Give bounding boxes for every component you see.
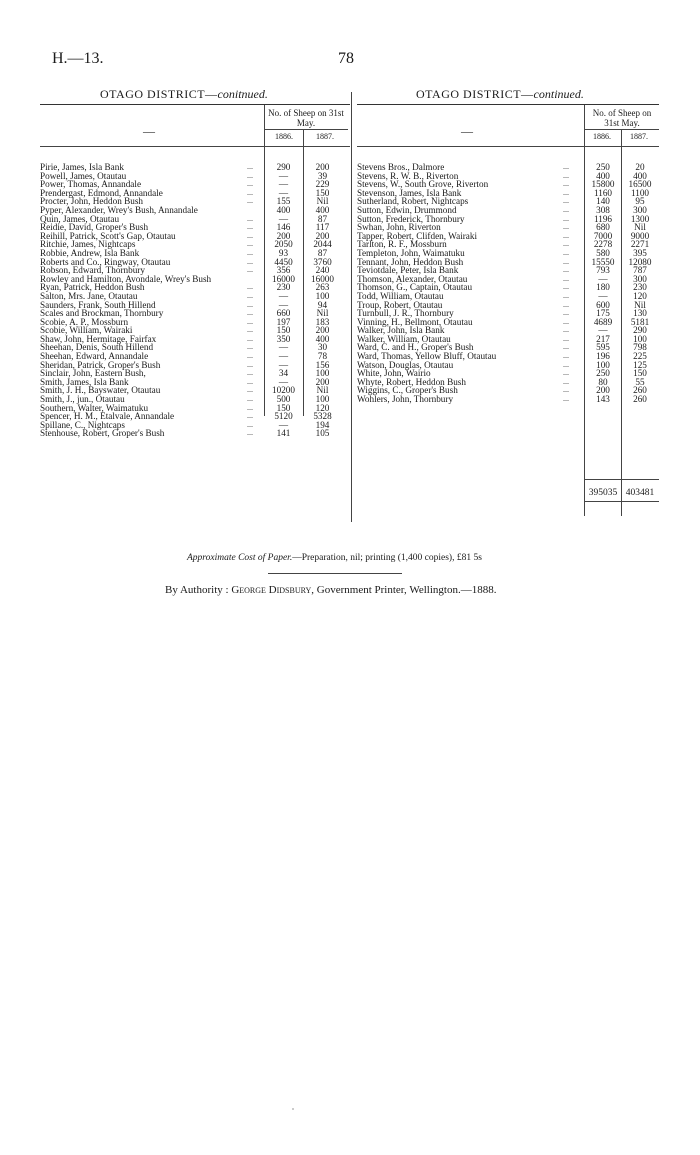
row-name: Salton, Mrs. Jane, Otautau <box>40 290 138 301</box>
row-leader-dots: ... <box>563 359 569 369</box>
authority-suffix: , Government Printer, Wellington.—1888. <box>311 584 497 596</box>
row-leader-dots: ... <box>247 351 253 361</box>
row-name: Turnbull, J. R., Thornbury <box>357 308 454 319</box>
row-leader-dots: ... <box>563 222 569 232</box>
row-value-1886: 5120 <box>274 411 293 422</box>
row-value-1887: 87 <box>317 247 328 258</box>
cost-of-paper-note <box>187 553 482 563</box>
row-leader-dots: ... <box>563 273 569 283</box>
row-value-1887: 200 <box>315 376 330 387</box>
row-value-1887: 16000 <box>311 273 334 284</box>
row-leader-dots: ... <box>247 265 253 275</box>
row-value-1886: — <box>278 419 289 430</box>
cost-label: Approximate Cost of Paper. <box>187 553 293 563</box>
row-value-1886: 10200 <box>272 385 295 396</box>
row-value-1886: — <box>598 273 608 284</box>
right-total-1887: 403481 <box>625 488 655 498</box>
row-value-1886: 200 <box>276 230 291 241</box>
row-value-1887: 395 <box>633 247 647 258</box>
row-name: Stevens, W., South Grove, Riverton <box>357 179 489 190</box>
row-value-1887: 87 <box>317 213 328 224</box>
row-leader-dots: ... <box>563 325 569 335</box>
row-value-1887: 1100 <box>630 187 650 198</box>
row-name: Procter, John, Heddon Bush <box>40 196 143 207</box>
left-subheader-rule <box>264 129 348 130</box>
row-value-1887: 125 <box>633 359 647 370</box>
row-value-1887: Nil <box>316 385 329 396</box>
row-leader-dots: ... <box>247 368 253 378</box>
row-name: Vinning, H., Bellmont, Otautau <box>357 316 473 327</box>
row-leader-dots: ... <box>563 256 569 266</box>
row-name: Todd, William, Otautau <box>357 290 444 301</box>
row-name: Ritchie, James, Nightcaps <box>40 239 136 250</box>
cost-text: —Preparation, nil; printing (1,400 copies), £81 5s <box>292 553 482 563</box>
row-value-1887: 2044 <box>313 239 332 250</box>
row-leader-dots: ... <box>563 385 569 395</box>
row-leader-dots: ... <box>563 230 569 240</box>
left-header-sheep: No. of Sheep on 31st May. <box>268 108 344 128</box>
row-value-1886: 250 <box>596 368 610 379</box>
row-value-1886: 93 <box>278 247 289 258</box>
row-value-1886: — <box>278 290 289 301</box>
row-name: Powell, James, Otautau <box>40 170 127 181</box>
row-value-1887: Nil <box>634 299 646 310</box>
row-value-1886: — <box>278 187 289 198</box>
row-value-1887: 200 <box>315 230 330 241</box>
row-leader-dots: ... <box>563 376 569 386</box>
row-value-1887: 9000 <box>630 230 650 241</box>
left-table-title <box>100 87 268 102</box>
row-value-1886: 250 <box>596 162 610 172</box>
row-value-1887: 263 <box>315 282 330 293</box>
footer-rule <box>268 573 402 574</box>
row-name: Sutton, Edwin, Drummond <box>357 204 457 215</box>
row-value-1887: 183 <box>315 316 330 327</box>
row-value-1886: — <box>278 179 289 190</box>
row-name: Smith, James, Isla Bank <box>40 376 129 387</box>
row-value-1886: 150 <box>276 402 291 413</box>
row-name: Sutherland, Robert, Nightcaps <box>357 196 469 207</box>
row-leader-dots: ... <box>563 265 569 275</box>
row-value-1886: — <box>278 299 289 310</box>
row-leader-dots: ... <box>247 325 253 335</box>
table-row <box>40 429 350 438</box>
row-value-1886: 175 <box>596 308 610 319</box>
row-value-1886: 155 <box>276 196 291 207</box>
row-value-1886: 600 <box>596 299 610 310</box>
row-value-1887: 229 <box>315 179 330 190</box>
row-name: Smith, J. H., Bayswater, Otautau <box>40 385 161 396</box>
row-value-1887: 39 <box>317 170 328 181</box>
row-name: Reihill, Patrick, Scott's Gap, Otautau <box>40 230 176 241</box>
row-leader-dots: ... <box>247 179 253 189</box>
row-leader-dots: ... <box>247 359 253 369</box>
row-value-1886: — <box>598 325 608 336</box>
row-value-1887: 156 <box>315 359 330 370</box>
row-leader-dots: ... <box>247 239 253 249</box>
row-name: Robson, Edward, Thornbury <box>40 265 145 276</box>
row-value-1887: Nil <box>316 308 329 319</box>
row-value-1887: 100 <box>315 290 330 301</box>
row-value-1887: 12080 <box>628 256 652 267</box>
row-value-1886: 7000 <box>593 230 613 241</box>
row-value-1887: 150 <box>315 187 330 198</box>
row-leader-dots: ... <box>563 170 569 180</box>
column-divider <box>351 92 352 522</box>
row-name: Sheridan, Patrick, Groper's Bush <box>40 359 161 370</box>
row-value-1887: 55 <box>635 376 645 387</box>
row-leader-dots: ... <box>563 196 569 206</box>
right-title-italic: continued. <box>533 87 584 101</box>
row-value-1886: 2278 <box>593 239 613 250</box>
row-value-1886: 141 <box>276 428 291 439</box>
row-value-1887: 260 <box>633 394 647 405</box>
row-value-1886: 1160 <box>593 187 613 198</box>
page-speck <box>292 1108 294 1110</box>
row-value-1886: — <box>278 359 289 370</box>
row-name: Stevens, R. W. B., Riverton <box>357 170 459 181</box>
right-total-rule-bottom <box>585 501 659 502</box>
row-value-1886: 15550 <box>591 256 615 267</box>
row-value-1887: 5181 <box>630 316 650 327</box>
row-value-1887: 30 <box>317 342 328 353</box>
row-leader-dots: ... <box>247 299 253 309</box>
row-leader-dots: ... <box>247 282 253 292</box>
left-table-body <box>40 163 350 438</box>
right-subheader-rule <box>585 129 659 130</box>
row-name: Robbie, Andrew, Isla Bank <box>40 247 140 258</box>
row-value-1887: 260 <box>633 385 647 396</box>
row-name: White, John, Wairio <box>357 368 431 379</box>
row-name: Swhan, John, Riverton <box>357 222 441 233</box>
row-name: Sinclair, John, Eastern Bush, <box>40 368 146 379</box>
row-value-1886: 4450 <box>274 256 293 267</box>
row-leader-dots: ... <box>247 428 253 438</box>
left-header-blank: — <box>143 124 155 138</box>
row-value-1886: 2050 <box>274 239 293 250</box>
row-name: Ward, Thomas, Yellow Bluff, Otautau <box>357 351 497 362</box>
row-leader-dots: ... <box>247 230 253 240</box>
row-value-1887: 100 <box>315 368 330 379</box>
row-leader-dots: ... <box>563 342 569 352</box>
row-name: Rowley and Hamilton, Avondale, Wrey's Bush <box>40 273 212 284</box>
row-leader-dots: ... <box>247 213 253 223</box>
row-name: Pyper, Alexander, Wrey's Bush, Annandale <box>40 204 198 215</box>
row-name: Ryan, Patrick, Heddon Bush <box>40 282 145 293</box>
row-name: Troup, Robert, Otautau <box>357 299 443 310</box>
row-name: Southern, Walter, Waimatuku <box>40 402 149 413</box>
row-value-1886: 350 <box>276 333 291 344</box>
row-value-1886: — <box>278 342 289 353</box>
row-value-1886: 680 <box>596 222 610 233</box>
row-leader-dots: ... <box>563 316 569 326</box>
row-value-1886: 230 <box>276 282 291 293</box>
row-value-1886: 580 <box>596 247 610 258</box>
row-value-1887: 194 <box>315 419 330 430</box>
row-value-1886: 197 <box>276 316 291 327</box>
row-leader-dots: ... <box>563 213 569 223</box>
row-value-1886: 500 <box>276 394 291 405</box>
row-name: Reidie, David, Groper's Bush <box>40 222 149 233</box>
authority-line <box>165 584 496 596</box>
row-name: Teviotdale, Peter, Isla Bank <box>357 265 459 276</box>
row-value-1887: Nil <box>316 196 329 207</box>
row-name: Spencer, H. M., Etalvale, Annandale <box>40 411 175 422</box>
row-name: Stevens Bros., Dalmore <box>357 162 445 172</box>
row-leader-dots: ... <box>563 351 569 361</box>
row-leader-dots: ... <box>247 333 253 343</box>
right-total-1886: 395035 <box>588 488 618 498</box>
row-value-1887: 120 <box>633 290 647 301</box>
row-leader-dots: ... <box>247 256 253 266</box>
right-table-header <box>357 104 659 150</box>
row-leader-dots: ... <box>563 187 569 197</box>
row-name: Walker, William, Otautau <box>357 333 451 344</box>
row-leader-dots: ... <box>563 299 569 309</box>
left-header-1887: 1887. <box>316 132 334 141</box>
right-title-plain: OTAGO DISTRICT— <box>416 87 534 101</box>
row-leader-dots: ... <box>247 222 253 232</box>
row-name: Walker, John, Isla Bank <box>357 325 445 336</box>
row-value-1886: 180 <box>596 282 610 293</box>
row-value-1887: 798 <box>633 342 647 353</box>
row-value-1886: 140 <box>596 196 610 207</box>
row-name: Whyte, Robert, Heddon Bush <box>357 376 466 387</box>
row-leader-dots: ... <box>247 394 253 404</box>
row-value-1886: 793 <box>596 265 610 276</box>
row-name: Sutton, Frederick, Thornbury <box>357 213 465 224</box>
row-leader-dots: ... <box>247 290 253 300</box>
row-value-1887: 117 <box>315 222 330 233</box>
row-leader-dots: ... <box>247 170 253 180</box>
row-value-1886: 400 <box>596 170 610 181</box>
row-name: Spillane, C., Nightcaps <box>40 419 125 430</box>
row-value-1887: 94 <box>317 299 328 310</box>
row-leader-dots: ... <box>563 368 569 378</box>
row-leader-dots: ... <box>247 196 253 206</box>
row-value-1887: 787 <box>633 265 647 276</box>
row-name: Ward, C. and H., Groper's Bush <box>357 342 474 353</box>
row-value-1886: 196 <box>596 351 610 362</box>
report-code: H.—13. <box>52 50 104 67</box>
row-value-1887: 2271 <box>630 239 650 250</box>
row-value-1886: 356 <box>276 265 291 276</box>
row-value-1887: 78 <box>317 351 328 362</box>
row-name: Stenhouse, Robert, Groper's Bush <box>40 428 165 439</box>
row-name: Stevenson, James, Isla Bank <box>357 187 462 198</box>
row-leader-dots: ... <box>247 342 253 352</box>
right-total-rule-top <box>585 479 659 480</box>
right-header-sheep: No. of Sheep on 31st May. <box>592 108 652 128</box>
row-leader-dots: ... <box>247 411 253 421</box>
row-value-1887: 200 <box>315 162 330 172</box>
row-name: Saunders, Frank, South Hillend <box>40 299 156 310</box>
row-value-1886: 217 <box>596 333 610 344</box>
row-value-1887: 300 <box>633 273 647 284</box>
authority-prefix: By Authority : <box>165 584 229 596</box>
left-title-plain: OTAGO DISTRICT— <box>100 87 218 101</box>
right-header-rule <box>357 146 659 147</box>
row-name: Scobie, A. P., Mossburn <box>40 316 129 327</box>
row-leader-dots: ... <box>247 385 253 395</box>
right-table-body <box>357 163 659 404</box>
row-name: Sheehan, Edward, Annandale <box>40 351 149 362</box>
row-value-1886: 34 <box>278 368 289 379</box>
row-name: Quin, James, Otautau <box>40 213 120 224</box>
row-name: Smith, J., jun., Otautau <box>40 394 125 405</box>
row-value-1887: 20 <box>635 162 645 172</box>
row-value-1886: 143 <box>596 394 610 405</box>
row-leader-dots: ... <box>563 282 569 292</box>
row-value-1887: 120 <box>315 402 330 413</box>
row-value-1887: 3760 <box>313 256 332 267</box>
row-value-1887: 100 <box>315 394 330 405</box>
left-title-italic: conitnued. <box>217 87 268 101</box>
row-value-1887: 300 <box>633 204 647 215</box>
row-leader-dots: ... <box>247 419 253 429</box>
row-name: Tennant, John, Heddon Bush <box>357 256 464 267</box>
row-leader-dots: ... <box>563 247 569 257</box>
row-value-1886: — <box>598 290 608 301</box>
left-header-1886: 1886. <box>275 132 293 141</box>
row-value-1886: — <box>278 213 289 224</box>
row-name: Thomson, G., Captain, Otautau <box>357 282 473 293</box>
row-value-1887: 225 <box>633 351 647 362</box>
row-name: Prendergast, Edmond, Annandale <box>40 187 163 198</box>
row-value-1887: 400 <box>315 204 330 215</box>
row-value-1886: 660 <box>276 308 291 319</box>
row-value-1887: 16500 <box>628 179 652 190</box>
row-name: Scales and Brockman, Thornbury <box>40 308 164 319</box>
row-name: Watson, Douglas, Otautau <box>357 359 454 370</box>
row-value-1886: 150 <box>276 325 291 336</box>
row-value-1887: 240 <box>315 265 330 276</box>
row-value-1886: 595 <box>596 342 610 353</box>
row-value-1887: 400 <box>315 333 330 344</box>
row-name: Pirie, James, Isla Bank <box>40 162 124 172</box>
row-leader-dots: ... <box>563 333 569 343</box>
row-value-1886: — <box>278 376 289 387</box>
row-leader-dots: ... <box>247 308 253 318</box>
row-leader-dots: ... <box>247 162 253 171</box>
row-value-1887: 200 <box>315 325 330 336</box>
row-value-1887: 150 <box>633 368 647 379</box>
row-name: Sheehan, Denis, South Hillend <box>40 342 154 353</box>
row-value-1886: 4689 <box>593 316 613 327</box>
row-value-1887: 230 <box>633 282 647 293</box>
table-row <box>357 395 659 404</box>
row-leader-dots: ... <box>247 376 253 386</box>
row-leader-dots: ... <box>563 204 569 214</box>
row-leader-dots: ... <box>563 290 569 300</box>
row-leader-dots: ... <box>563 308 569 318</box>
row-leader-dots: ... <box>563 162 569 171</box>
row-leader-dots: ... <box>563 179 569 189</box>
row-value-1887: 105 <box>315 428 330 439</box>
row-value-1886: 1196 <box>593 213 613 224</box>
row-value-1886: 400 <box>276 204 291 215</box>
row-value-1886: 15800 <box>591 179 615 190</box>
right-header-1887: 1887. <box>630 132 648 141</box>
row-leader-dots: ... <box>247 187 253 197</box>
row-name: Tapper, Robert, Clifden, Wairaki <box>357 230 478 241</box>
right-header-1886: 1886. <box>593 132 611 141</box>
row-value-1887: 400 <box>633 170 647 181</box>
row-name: Roberts and Co., Ringway, Otautau <box>40 256 171 267</box>
row-value-1886: 200 <box>596 385 610 396</box>
printer-name: George Didsbury <box>231 584 312 596</box>
right-table-title <box>416 87 584 102</box>
row-name: Thomson, Alexander, Otautau <box>357 273 468 284</box>
row-value-1886: — <box>278 351 289 362</box>
row-value-1887: 95 <box>635 196 645 207</box>
row-leader-dots: ... <box>247 316 253 326</box>
row-value-1887: 5328 <box>313 411 332 422</box>
row-name: Shaw, John, Hermitage, Fairfax <box>40 333 157 344</box>
row-name: Templeton, John, Waimatuku <box>357 247 465 258</box>
row-value-1887: 130 <box>633 308 647 319</box>
row-name: Power, Thomas, Annandale <box>40 179 142 190</box>
row-value-1887: 290 <box>633 325 647 336</box>
row-name: Wohlers, John, Thornbury <box>357 394 454 405</box>
row-name: Scobie, William, Wairaki <box>40 325 133 336</box>
row-value-1886: 308 <box>596 204 610 215</box>
row-value-1886: 290 <box>276 162 291 172</box>
row-leader-dots: ... <box>563 239 569 249</box>
row-name: Tarlton, R. F., Mossburn <box>357 239 447 250</box>
row-leader-dots: ... <box>563 394 569 404</box>
row-name: Wiggins, C., Groper's Bush <box>357 385 458 396</box>
row-value-1887: 1300 <box>630 213 650 224</box>
row-value-1886: 146 <box>276 222 291 233</box>
row-value-1887: Nil <box>634 222 646 233</box>
row-value-1886: 16000 <box>272 273 295 284</box>
row-leader-dots: ... <box>247 247 253 257</box>
row-value-1887: 100 <box>633 333 647 344</box>
row-value-1886: — <box>278 170 289 181</box>
row-leader-dots: ... <box>247 402 253 412</box>
row-value-1886: 100 <box>596 359 610 370</box>
row-value-1886: 80 <box>598 376 608 387</box>
right-header-blank: — <box>461 124 473 138</box>
page-number: 78 <box>338 50 354 67</box>
